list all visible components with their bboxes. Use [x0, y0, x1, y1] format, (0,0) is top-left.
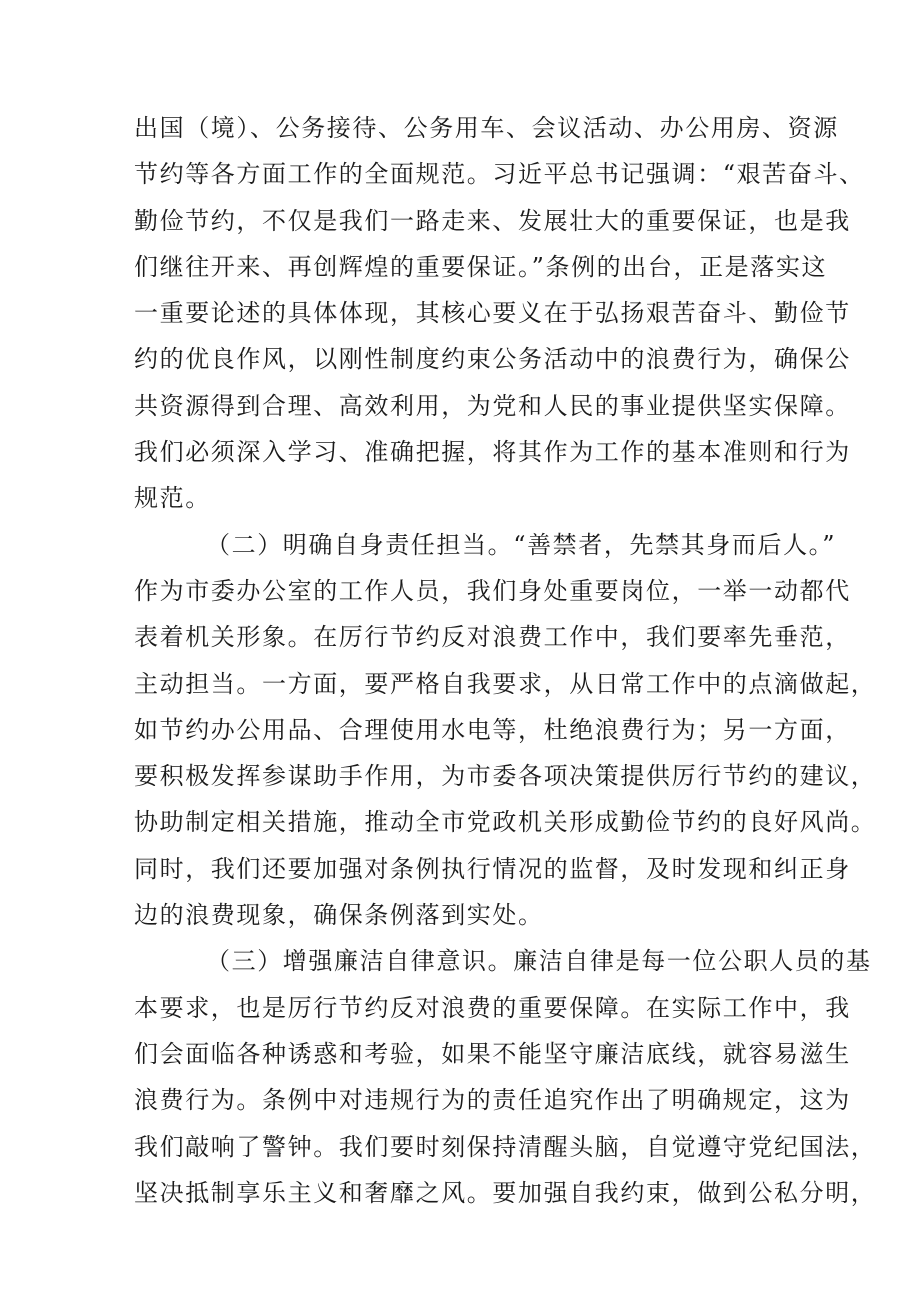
paragraph-3 [134, 938, 877, 1216]
text-line: 边的浪费现象，确保条例落到实处。 [134, 901, 544, 930]
text-line: 作为市委办公室的工作人员，我们身处重要岗位，一举一动都代 [134, 576, 851, 605]
text-line: 浪费行为。条例中对违规行为的责任追究作出了明确规定，这为 [134, 1086, 851, 1115]
text-line: 节约等各方面工作的全面规范。习近平总书记强调：“艰苦奋斗、 [134, 160, 865, 189]
text-line: 一重要论述的具体体现，其核心要义在于弘扬艰苦奋斗、勤俭节 [134, 299, 851, 328]
text-line: 我们敲响了警钟。我们要时刻保持清醒头脑，自觉遵守党纪国法， [134, 1132, 877, 1161]
text-line: 本要求，也是厉行节约反对浪费的重要保障。在实际工作中，我 [134, 993, 851, 1022]
text-line: 协助制定相关措施，推动全市党政机关形成勤俭节约的良好风尚。 [134, 808, 877, 837]
text-line: 要积极发挥参谋助手作用，为市委各项决策提供厉行节约的建议， [134, 762, 877, 791]
text-line: 出国（境）、公务接待、公务用车、会议活动、办公用房、资源 [134, 114, 839, 142]
body-text [134, 105, 877, 1216]
text-line: 们继往开来、再创辉煌的重要保证。”条例的出台，正是落实这 [134, 252, 828, 281]
section-heading-line: （二）明确自身责任担当。“善禁者，先禁其身而后人。” [206, 530, 837, 559]
text-line: 坚决抵制享乐主义和奢靡之风。要加强自我约束，做到公私分明， [134, 1178, 877, 1207]
text-line: 共资源得到合理、高效利用，为党和人民的事业提供坚实保障。 [134, 391, 851, 420]
paragraph-1 [134, 105, 865, 522]
text-line: 勤俭节约，不仅是我们一路走来、发展壮大的重要保证，也是我 [134, 206, 851, 235]
text-line: 同时，我们还要加强对条例执行情况的监督，及时发现和纠正身 [134, 854, 851, 883]
text-line: 我们必须深入学习、准确把握，将其作为工作的基本准则和行为 [134, 438, 851, 467]
paragraph-2 [134, 522, 877, 939]
text-line: 主动担当。一方面，要严格自我要求，从日常工作中的点滴做起， [134, 669, 877, 698]
text-line: 如节约办公用品、合理使用水电等，杜绝浪费行为；另一方面， [134, 715, 851, 744]
section-heading-line: （三）增强廉洁自律意识。廉洁自律是每一位公职人员的基 [206, 947, 872, 976]
text-line: 们会面临各种诱惑和考验，如果不能坚守廉洁底线，就容易滋生 [134, 1039, 851, 1068]
text-line: 约的优良作风，以刚性制度约束公务活动中的浪费行为，确保公 [134, 345, 851, 374]
text-line: 规范。 [134, 484, 211, 513]
text-line: 表着机关形象。在厉行节约反对浪费工作中，我们要率先垂范， [134, 623, 851, 652]
